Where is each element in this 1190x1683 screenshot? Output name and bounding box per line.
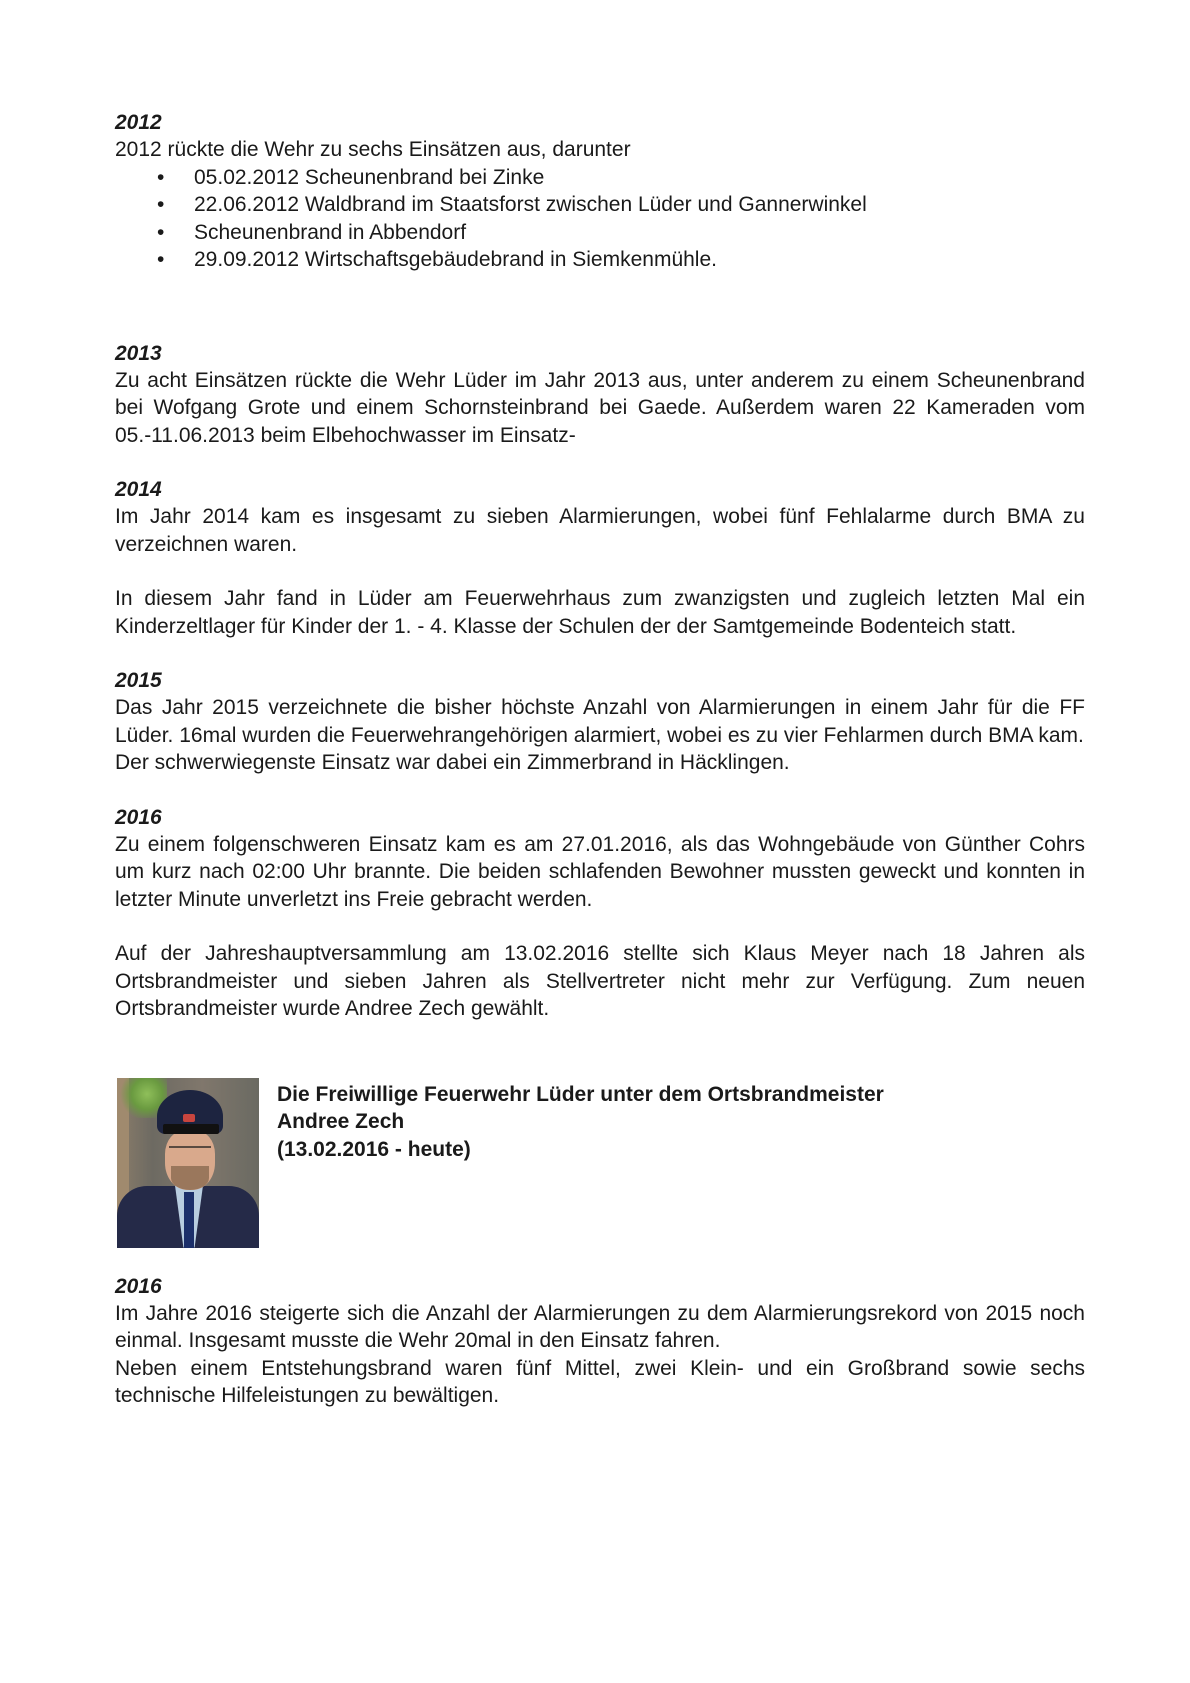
paragraph: Zu acht Einsätzen rückte die Wehr Lüder im Jahr 2013 aus, unter anderem zu einem Scheunenbrand bei Wofgang Grote und einem Schornsteinbrand bei Gaede. Außerdem waren 22 Kameraden vom 05.-11.06.2013 beim Elbehochwasser im Einsatz- <box>115 368 1085 447</box>
paragraph: Das Jahr 2015 verzeichnete die bisher höchste Anzahl von Alarmierungen in einem Jahr für die FF Lüder. 16mal wurden die Feuerwehrangehörigen alarmiert, wobei es zu vier Fehlarmen durch BMA kam. <box>115 696 1085 747</box>
list-item-text: Scheunenbrand in Abbendorf <box>194 220 467 244</box>
paragraph: Zu einem folgenschweren Einsatz kam es am 27.01.2016, als das Wohngebäude von Günther Cohrs um kurz nach 02:00 Uhr brannte. Die beiden schlafenden Bewohner mussten geweckt und konnten in letzter Minute unverletzt ins Freie gebracht werden. <box>115 832 1085 911</box>
list-item <box>115 246 1085 274</box>
paragraph: Neben einem Entstehungsbrand waren fünf Mittel, zwei Klein- und ein Großbrand sowie sechs technische Hilfeleistungen zu bewältigen. <box>115 1356 1085 1407</box>
profile-caption <box>277 1081 884 1164</box>
section-2016-early <box>115 805 1085 1023</box>
year-heading: 2016 <box>115 1274 162 1298</box>
list-item-text: 05.02.2012 Scheunenbrand bei Zinke <box>194 165 545 189</box>
year-heading: 2016 <box>115 805 162 829</box>
profile-title: Die Freiwillige Feuerwehr Lüder unter dem Ortsbrandmeister <box>277 1082 884 1106</box>
paragraph: Der schwerwiegenste Einsatz war dabei ein Zimmerbrand in Häcklingen. <box>115 751 790 774</box>
profile-name: Andree Zech <box>277 1110 405 1133</box>
section-2016-late <box>115 1274 1085 1410</box>
year-heading: 2012 <box>115 111 162 134</box>
year-heading: 2014 <box>115 478 162 501</box>
section-2013 <box>115 341 1085 450</box>
section-2014 <box>115 477 1085 640</box>
list-item <box>115 219 1085 247</box>
profile-term: (13.02.2016 - heute) <box>277 1137 471 1161</box>
paragraph: Im Jahr 2014 kam es insgesamt zu sieben Alarmierungen, wobei fünf Fehlalarme durch BMA zu verzeichnen waren. <box>115 505 1085 556</box>
year-heading: 2015 <box>115 669 162 692</box>
section-2012 <box>115 110 1085 274</box>
bullet-icon: • <box>157 193 165 216</box>
chief-profile <box>115 1078 1085 1250</box>
portrait-photo <box>117 1078 259 1248</box>
bullet-icon: • <box>157 220 165 244</box>
list-item-text: 29.09.2012 Wirtschaftsgebäudebrand in Siemkenmühle. <box>194 248 717 271</box>
paragraph: 2012 rückte die Wehr zu sechs Einsätzen aus, darunter <box>115 138 631 161</box>
year-heading: 2013 <box>115 341 162 365</box>
paragraph: In diesem Jahr fand in Lüder am Feuerwehrhaus zum zwanzigsten und zugleich letzten Mal ein Kinderzeltlager für Kinder der 1. - 4. Klasse der Schulen der der Samtgemeinde Bodenteich statt. <box>115 587 1085 638</box>
bullet-icon: • <box>157 248 165 271</box>
incident-list <box>115 164 1085 274</box>
list-item <box>115 191 1085 219</box>
paragraph: Im Jahre 2016 steigerte sich die Anzahl der Alarmierungen zu dem Alarmierungsrekord von 2015 noch einmal. Insgesamt musste die Wehr 20mal in den Einsatz fahren. <box>115 1301 1085 1352</box>
list-item <box>115 164 1085 192</box>
section-2015 <box>115 668 1085 777</box>
cap-badge-icon <box>183 1114 195 1122</box>
paragraph: Auf der Jahreshauptversammlung am 13.02.2016 stellte sich Klaus Meyer nach 18 Jahren als Ortsbrandmeister und sieben Jahren als Stellvertreter nicht mehr zur Verfügung. Zum neuen Ortsbrandmeister wurde Andree Zech gewählt. <box>115 942 1085 1020</box>
bullet-icon: • <box>157 165 165 189</box>
document-page <box>115 110 1085 1410</box>
list-item-text: 22.06.2012 Waldbrand im Staatsforst zwischen Lüder und Gannerwinkel <box>194 193 867 216</box>
